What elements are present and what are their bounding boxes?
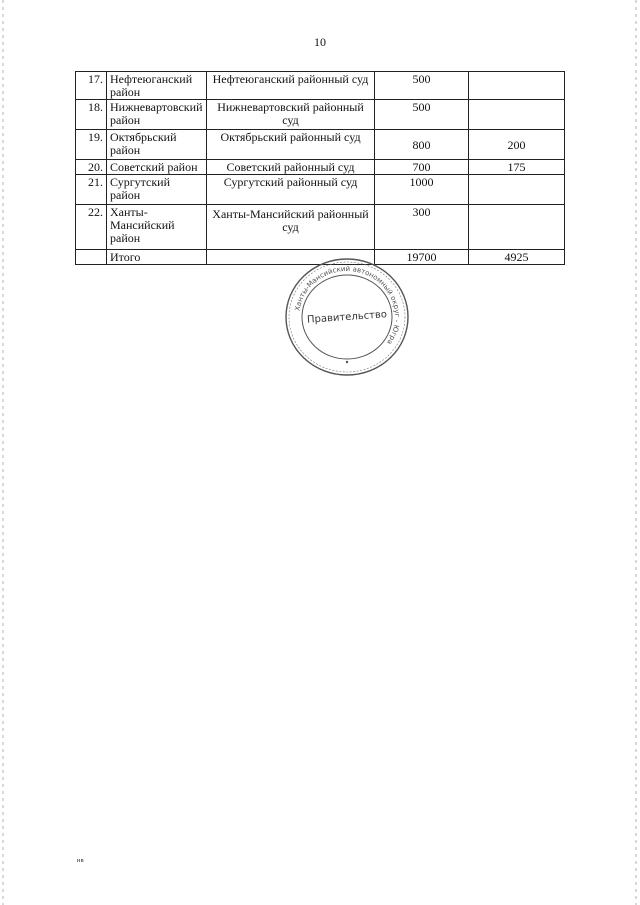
court-cell: Нефтеюганский районный суд bbox=[207, 72, 375, 100]
value1-cell: 300 bbox=[375, 205, 469, 250]
seal-dot-mark bbox=[346, 361, 348, 363]
seal-svg bbox=[283, 257, 411, 377]
footer-code: нв bbox=[77, 858, 85, 864]
value1-cell: 800 bbox=[375, 130, 469, 160]
row-number: 22. bbox=[76, 205, 107, 250]
district-cell: Октябрьский район bbox=[107, 130, 207, 160]
court-cell: Нижневартовский районный суд bbox=[207, 100, 375, 130]
total-label: Итого bbox=[107, 250, 207, 265]
value2-cell bbox=[469, 100, 565, 130]
value1-cell: 1000 bbox=[375, 175, 469, 205]
total-value2: 4925 bbox=[469, 250, 565, 265]
page-number: 10 bbox=[314, 35, 326, 49]
seal-center-text: Правительство bbox=[306, 309, 388, 326]
value1-cell: 500 bbox=[375, 72, 469, 100]
table-row bbox=[76, 175, 565, 205]
district-cell: Ханты-Мансийский район bbox=[107, 205, 207, 250]
table-row bbox=[76, 205, 565, 250]
row-number: 21. bbox=[76, 175, 107, 205]
table-row bbox=[76, 130, 565, 160]
value1-cell: 700 bbox=[375, 160, 469, 175]
total-number-cell bbox=[76, 250, 107, 265]
table-row bbox=[76, 160, 565, 175]
scan-edge-right bbox=[635, 0, 637, 905]
total-value1: 19700 bbox=[375, 250, 469, 265]
district-cell: Советский район bbox=[107, 160, 207, 175]
district-cell: Нефтеюганский район bbox=[107, 72, 207, 100]
value2-cell: 200 bbox=[469, 130, 565, 160]
funding-table bbox=[75, 71, 565, 265]
row-number: 20. bbox=[76, 160, 107, 175]
row-number: 18. bbox=[76, 100, 107, 130]
value2-cell bbox=[469, 72, 565, 100]
table-row bbox=[76, 100, 565, 130]
row-number: 17. bbox=[76, 72, 107, 100]
row-number: 19. bbox=[76, 130, 107, 160]
seal-ring-text: Ханты-Мансийский автономный округ - Югра bbox=[293, 264, 402, 346]
district-cell: Сургутский район bbox=[107, 175, 207, 205]
value1-cell: 500 bbox=[375, 100, 469, 130]
district-cell: Нижневартовский район bbox=[107, 100, 207, 130]
scan-edge-left bbox=[2, 0, 4, 905]
table-row bbox=[76, 72, 565, 100]
government-seal bbox=[283, 257, 411, 377]
court-cell: Октябрьский районный суд bbox=[207, 130, 375, 160]
value2-cell: 175 bbox=[469, 160, 565, 175]
value2-cell bbox=[469, 205, 565, 250]
court-cell: Советский районный суд bbox=[207, 160, 375, 175]
court-cell: Ханты-Мансийский районный суд bbox=[207, 205, 375, 250]
court-cell: Сургутский районный суд bbox=[207, 175, 375, 205]
value2-cell bbox=[469, 175, 565, 205]
